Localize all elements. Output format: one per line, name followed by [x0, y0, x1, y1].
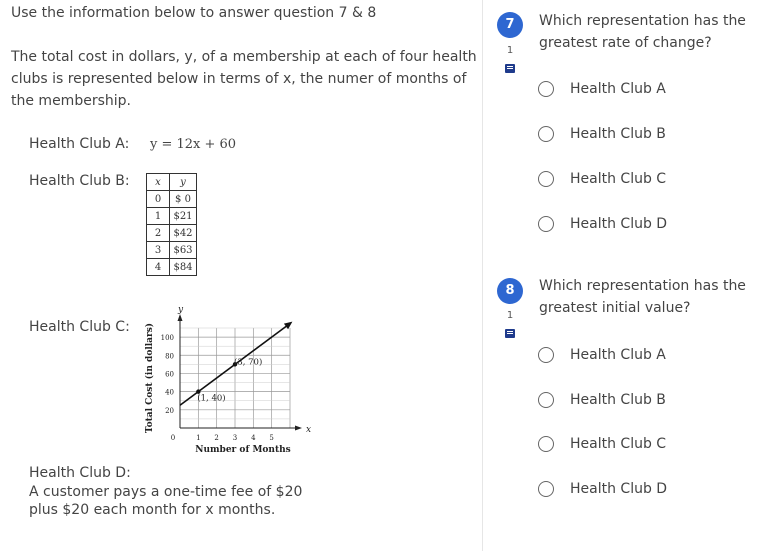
table-cell: $42: [170, 225, 197, 242]
table-cell: $63: [170, 242, 197, 259]
question-7-option-a[interactable]: [538, 79, 666, 99]
option-label: Health Club A: [570, 347, 666, 363]
table-row: [147, 208, 197, 225]
passage-paragraph-line-1: The total cost in dollars, y, of a membership at each of four health: [11, 49, 477, 65]
question-7-text-line-1: Which representation has the: [539, 13, 746, 29]
x-tick-label: 1: [196, 434, 201, 442]
chart-grid: [180, 328, 290, 428]
x-tick-label: 5: [269, 434, 274, 442]
radio-button[interactable]: [538, 392, 554, 408]
club-c-label: Health Club C:: [29, 319, 130, 335]
data-point-label: (3, 70): [234, 357, 263, 368]
passage-paragraph-line-2: clubs is represented below in terms of x, the numer of months of: [11, 71, 467, 87]
y-axis-label: Total Cost (in dollars): [145, 322, 155, 434]
table-cell: 4: [147, 259, 170, 276]
question-8-points: 1: [506, 310, 514, 321]
option-label: Health Club C: [570, 171, 667, 187]
radio-button[interactable]: [538, 347, 554, 363]
table-cell: 3: [147, 242, 170, 259]
question-7-points: 1: [506, 45, 514, 56]
option-label: Health Club D: [570, 481, 668, 497]
y-tick-label: 20: [165, 406, 174, 415]
club-a-equation: y = 12x + 60: [150, 137, 237, 152]
club-d-line-1: A customer pays a one-time fee of $20: [29, 484, 303, 500]
y-tick-label: 100: [160, 334, 174, 343]
x-tick-label: 0: [170, 434, 176, 442]
table-cell: 0: [147, 191, 170, 208]
question-8-option-c[interactable]: [538, 434, 666, 454]
table-row: [147, 259, 197, 276]
question-8-option-a[interactable]: [538, 345, 666, 365]
x-axis-letter: x: [306, 425, 312, 435]
question-7-text-line-2: greatest rate of change?: [539, 35, 712, 51]
question-8-number-badge: 8: [497, 278, 523, 304]
club-a-label: Health Club A:: [29, 136, 130, 152]
table-cell: 1: [147, 208, 170, 225]
data-point-label: (1, 40): [197, 393, 226, 404]
chart-marks: [180, 322, 292, 406]
table-cell: $21: [170, 208, 197, 225]
table-header-x: x: [147, 174, 170, 191]
option-label: Health Club A: [570, 81, 666, 97]
table-header-row: [147, 174, 197, 191]
passage-paragraph-line-3: the membership.: [11, 93, 131, 109]
x-tick-label: 3: [232, 434, 238, 442]
club-d-line-2: plus $20 each month for x months.: [29, 502, 276, 518]
y-tick-label: 60: [165, 370, 174, 379]
radio-button[interactable]: [538, 481, 554, 497]
radio-button[interactable]: [538, 171, 554, 187]
question-8-option-b[interactable]: [538, 390, 666, 410]
question-7-option-b[interactable]: [538, 124, 666, 144]
questions-panel: [483, 0, 763, 551]
table-cell: 2: [147, 225, 170, 242]
table-header-y: y: [170, 174, 197, 191]
option-label: Health Club D: [570, 216, 668, 232]
y-tick-label: 80: [165, 352, 174, 361]
club-b-table: [146, 173, 197, 276]
question-7-option-c[interactable]: [538, 169, 666, 189]
club-c-line-chart: [140, 305, 312, 460]
option-label: Health Club C: [570, 436, 667, 452]
table-row: [147, 225, 197, 242]
x-axis-label: Number of Months: [195, 445, 291, 455]
flag-icon[interactable]: [505, 64, 515, 73]
chart-axes: [177, 305, 311, 435]
club-d-label: Health Club D:: [29, 465, 131, 481]
radio-button[interactable]: [538, 81, 554, 97]
radio-button[interactable]: [538, 126, 554, 142]
table-row: [147, 191, 197, 208]
radio-button[interactable]: [538, 216, 554, 232]
table-cell: $84: [170, 259, 197, 276]
y-tick-label: 40: [165, 388, 174, 397]
flag-icon[interactable]: [505, 329, 515, 338]
club-b-label: Health Club B:: [29, 173, 130, 189]
y-axis-arrow: [178, 314, 183, 321]
option-label: Health Club B: [570, 392, 666, 408]
question-7-number-badge: 7: [497, 12, 523, 38]
question-8-text-line-2: greatest initial value?: [539, 300, 691, 316]
chart-ticks: [144, 323, 291, 455]
radio-button[interactable]: [538, 436, 554, 452]
question-8-text-line-1: Which representation has the: [539, 278, 746, 294]
x-tick-label: 4: [251, 434, 256, 442]
table-cell: $ 0: [170, 191, 197, 208]
question-7-option-d[interactable]: [538, 214, 667, 234]
x-axis-arrow: [295, 426, 302, 431]
passage-intro: Use the information below to answer question 7 & 8: [11, 5, 377, 21]
table-row: [147, 242, 197, 259]
option-label: Health Club B: [570, 126, 666, 142]
x-tick-label: 2: [214, 434, 219, 442]
y-axis-letter: y: [178, 305, 184, 315]
question-8-option-d[interactable]: [538, 479, 667, 499]
